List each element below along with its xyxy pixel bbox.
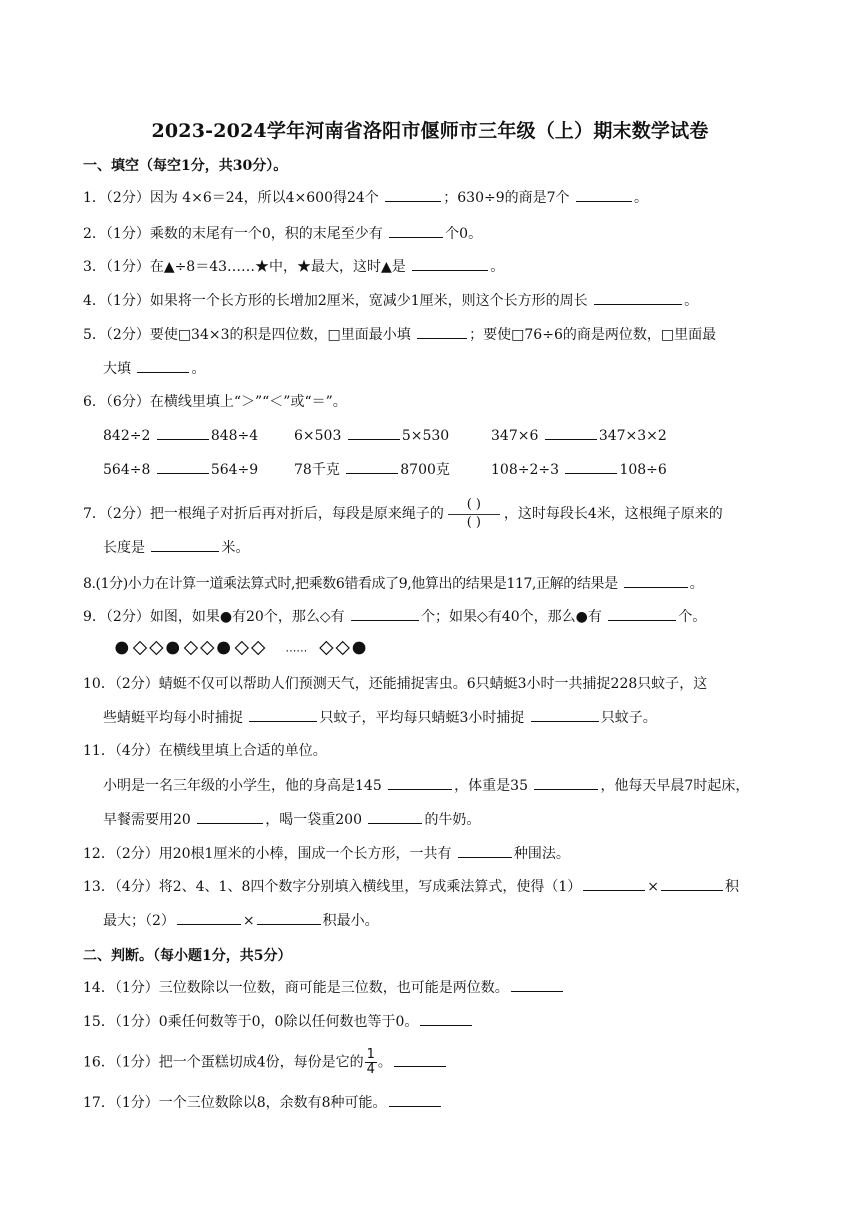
answer-blank[interactable]: [197, 809, 263, 824]
question-5-cont: 大填 。: [103, 358, 780, 379]
answer-blank[interactable]: [177, 910, 241, 925]
diamond-icon: [150, 642, 163, 655]
fraction-one-quarter: $\frac{1}{4}$: [366, 1047, 375, 1077]
black-dot-icon: [353, 642, 366, 655]
answer-blank[interactable]: [624, 573, 688, 588]
black-dot-icon: [115, 642, 128, 655]
answer-blank[interactable]: [417, 324, 467, 339]
answer-blank[interactable]: [511, 977, 563, 992]
question-7-cont: 长度是 米。: [103, 537, 780, 558]
diamond-icon: [336, 642, 349, 655]
compare-item: 347×6 347×3×2: [491, 425, 667, 446]
answer-blank[interactable]: [389, 1092, 441, 1107]
question-9: 9．（2分）如图，如果●有20个，那么◇有 个；如果◇有40个，那么●有 个。: [83, 606, 780, 627]
section-2-heading: 二、判断。（每小题1分，共5分）: [83, 948, 292, 964]
ellipsis: ……: [285, 641, 308, 655]
black-dot-icon: [217, 642, 230, 655]
answer-blank[interactable]: [385, 187, 441, 202]
compare-item: 78千克 8700克: [294, 459, 450, 480]
answer-blank[interactable]: [661, 876, 723, 891]
answer-blank[interactable]: [249, 707, 317, 722]
exam-title: 2023-2024学年河南省洛阳市偃师市三年级（上）期末数学试卷: [151, 120, 709, 142]
question-11: 11．（4分）在横线里填上合适的单位。: [83, 743, 327, 759]
question-16: 16．（1分）把一个蛋糕切成4份，每份是它的 $\frac{1}{4}$。: [83, 1048, 780, 1077]
answer-blank[interactable]: [389, 223, 443, 238]
answer-blank[interactable]: [137, 358, 189, 373]
answer-blank[interactable]: [151, 537, 219, 552]
question-7: 7．（2分）把一根绳子对折后再对折后，每段是原来绳子的 $\frac{( )}{( )}$ ，这时每段长4米，这根绳子原来的: [83, 497, 723, 530]
black-dot-icon: [166, 642, 179, 655]
answer-blank[interactable]: [458, 843, 512, 858]
question-17: 17．（1分）一个三位数除以8，余数有8种可能。: [83, 1092, 780, 1113]
answer-blank[interactable]: [534, 775, 598, 790]
question-12: 12．（2分）用20根1厘米的小棒，围成一个长方形，一共有 种围法。: [83, 843, 780, 864]
question-5: 5．（2分）要使□34×3的积是四位数，□里面最小填 ；要使□76÷6的商是两位数，□里面最: [83, 324, 780, 345]
section-1-heading: 一、填空（每空1分，共30分）。: [83, 158, 288, 174]
answer-blank[interactable]: [412, 256, 488, 271]
answer-blank[interactable]: [594, 290, 682, 305]
diamond-icon: [252, 642, 265, 655]
compare-item: 6×503 5×530: [294, 425, 449, 446]
answer-blank[interactable]: [388, 775, 452, 790]
question-1: 1．（2分）因为 4×6＝24，所以4×600得24个 ；630÷9的商是7个 。: [83, 187, 780, 208]
question-13-cont: 最大；（2） × 积最小。: [103, 910, 780, 931]
answer-blank[interactable]: [394, 1052, 446, 1067]
diamond-icon: [320, 642, 333, 655]
question-11-cont2: 早餐需要用20 ，喝一袋重200 的牛奶。: [103, 809, 780, 830]
answer-blank[interactable]: [608, 606, 676, 621]
compare-item: 842÷2 848÷4: [103, 425, 258, 446]
diamond-icon: [134, 642, 147, 655]
answer-blank[interactable]: [348, 425, 400, 440]
fraction-blank[interactable]: $\frac{( )}{( )}$: [446, 497, 502, 531]
answer-blank[interactable]: [368, 809, 422, 824]
question-15: 15．（1分）0乘任何数等于0，0除以任何数也等于0。: [83, 1011, 780, 1032]
answer-blank[interactable]: [351, 606, 419, 621]
question-4: 4．（1分）如果将一个长方形的长增加2厘米，宽减少1厘米，则这个长方形的周长 。: [83, 290, 780, 311]
question-10-cont: 些蜻蜓平均每小时捕捉 只蚊子，平均每只蜻蜓3小时捕捉 只蚊子。: [103, 707, 780, 728]
answer-blank[interactable]: [576, 187, 632, 202]
diamond-icon: [235, 642, 248, 655]
answer-blank[interactable]: [157, 425, 209, 440]
question-6: 6．（6分）在横线里填上“＞”“＜”或“＝”。: [83, 394, 347, 410]
question-14: 14．（1分）三位数除以一位数，商可能是三位数，也可能是两位数。: [83, 977, 780, 998]
diamond-icon: [201, 642, 214, 655]
answer-blank[interactable]: [531, 707, 599, 722]
question-2: 2．（1分）乘数的末尾有一个0，积的末尾至少有 个0。: [83, 223, 780, 244]
compare-item: 564÷8 564÷9: [103, 459, 258, 480]
answer-blank[interactable]: [583, 876, 645, 891]
question-11-cont: 小明是一名三年级的小学生，他的身高是145 ，体重是35 ，他每天早晨7时起床，: [103, 775, 780, 796]
question-8: 8.(1分)小力在计算一道乘法算式时,把乘数6错看成了9,他算出的结果是117,正解的结果是 。: [83, 573, 780, 594]
answer-blank[interactable]: [420, 1011, 472, 1026]
diamond-icon: [185, 642, 198, 655]
compare-item: 108÷2÷3 108÷6: [491, 459, 667, 480]
answer-blank[interactable]: [157, 459, 209, 474]
answer-blank[interactable]: [346, 459, 398, 474]
answer-blank[interactable]: [545, 425, 597, 440]
dot-diamond-sequence: [100, 638, 400, 658]
question-3: 3．（1分）在▲÷8＝43……★中，★最大，这时▲是 。: [83, 256, 780, 277]
question-13: 13．（4分）将2、4、1、8四个数字分别填入横线里，写成乘法算式，使得（1） × 积: [83, 876, 780, 897]
answer-blank[interactable]: [565, 459, 617, 474]
question-10: 10．（2分）蜻蜓不仅可以帮助人们预测天气，还能捕捉害虫。6只蜻蜓3小时一共捕捉228只蚊子，这: [83, 676, 708, 692]
answer-blank[interactable]: [257, 910, 321, 925]
